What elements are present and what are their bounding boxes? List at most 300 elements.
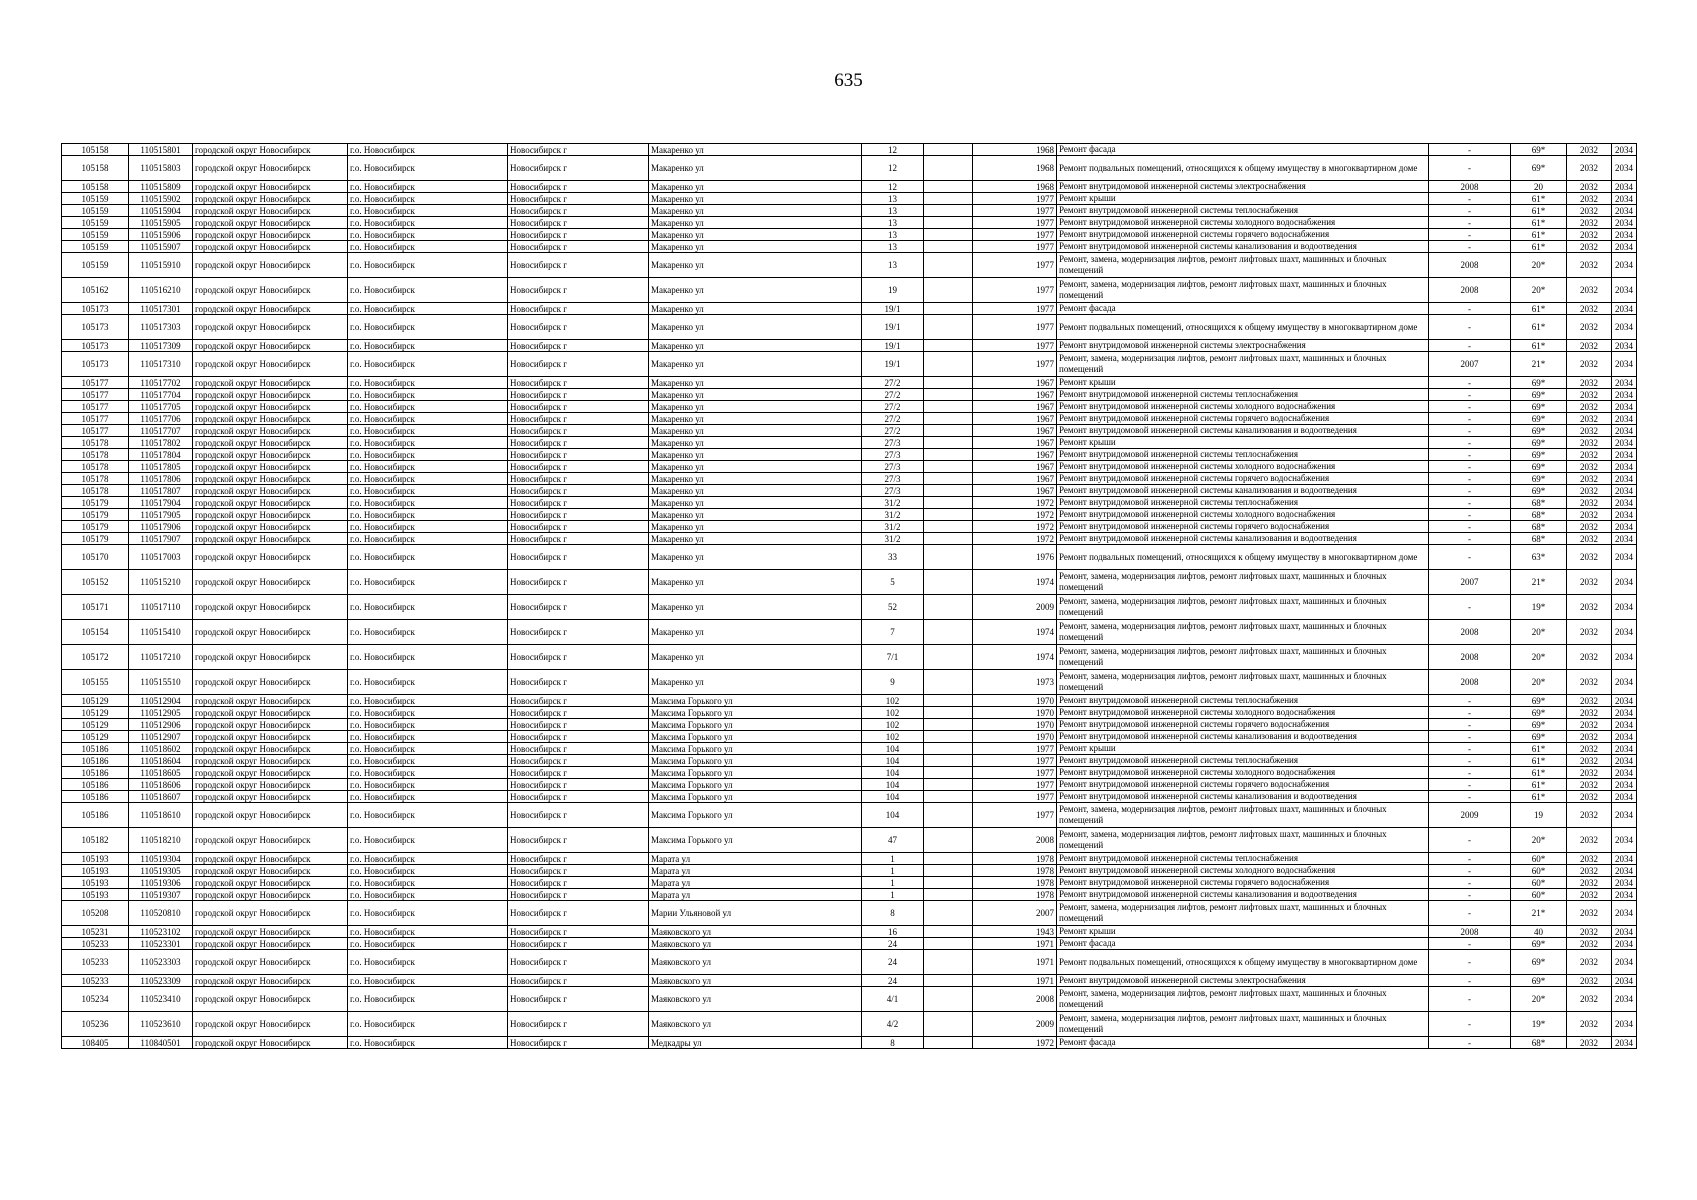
cell-locality: Новосибирск г [508,901,649,926]
cell-work-id: 110520810 [129,901,193,926]
cell-municipal-district: городской округ Новосибирск [193,253,348,278]
cell-street: Макаренко ул [649,449,862,461]
cell-municipal-district: городской округ Новосибирск [193,779,348,791]
cell-locality: Новосибирск г [508,950,649,975]
cell-settlement: г.о. Новосибирск [348,229,508,241]
cell-locality: Новосибирск г [508,449,649,461]
cell-settlement: г.о. Новосибирск [348,413,508,425]
cell-plan-start-year: 2032 [1567,217,1612,229]
cell-house-id: 105177 [62,401,129,413]
cell-street: Маяковского ул [649,950,862,975]
cell-work-type: Ремонт, замена, модернизация лифтов, ремонт лифтовых шахт, машинных и блочных помещений [1057,620,1429,645]
cell-last-repair-year: - [1429,767,1511,779]
cell-settlement: г.о. Новосибирск [348,670,508,695]
cell-municipal-district: городской округ Новосибирск [193,241,348,253]
cell-street: Маяковского ул [649,975,862,987]
cell-locality: Новосибирск г [508,620,649,645]
cell-wear-value: 20* [1511,278,1567,303]
cell-wear-value: 68* [1511,497,1567,509]
cell-year-built: 1978 [973,853,1057,865]
cell-last-repair-year: - [1429,791,1511,803]
cell-house-id: 105186 [62,743,129,755]
cell-house-number: 24 [862,938,924,950]
cell-street: Марата ул [649,889,862,901]
cell-street: Макаренко ул [649,461,862,473]
cell-work-id: 110517904 [129,497,193,509]
table-row [62,413,1637,425]
cell-work-type: Ремонт подвальных помещений, относящихся к общему имуществу в многоквартирном доме [1057,315,1429,340]
page-number: 635 [834,70,863,91]
table-row [62,461,1637,473]
cell-work-id: 110519304 [129,853,193,865]
cell-work-id: 110519306 [129,877,193,889]
cell-municipal-district: городской округ Новосибирск [193,181,348,193]
table-row [62,950,1637,975]
cell-wear-value: 20 [1511,181,1567,193]
cell-locality: Новосибирск г [508,241,649,253]
cell-street: Макаренко ул [649,570,862,595]
cell-house-id: 105172 [62,645,129,670]
cell-year-built: 1970 [973,719,1057,731]
cell-plan-end-year: 2034 [1612,509,1637,521]
cell-municipal-district: городской округ Новосибирск [193,695,348,707]
cell-settlement: г.о. Новосибирск [348,340,508,352]
cell-plan-end-year: 2034 [1612,241,1637,253]
cell-street: Маяковского ул [649,938,862,950]
cell-work-type: Ремонт внутридомовой инженерной системы горячего водоснабжения [1057,521,1429,533]
cell-plan-end-year: 2034 [1612,620,1637,645]
cell-street: Марата ул [649,853,862,865]
cell-house-number: 12 [862,156,924,181]
table-row [62,193,1637,205]
cell-house-number: 4/2 [862,1012,924,1037]
cell-plan-end-year: 2034 [1612,828,1637,853]
cell-house-id: 105177 [62,389,129,401]
cell-plan-start-year: 2032 [1567,707,1612,719]
cell-building [924,425,973,437]
cell-plan-start-year: 2032 [1567,401,1612,413]
table-row [62,1037,1637,1049]
cell-work-id: 110517301 [129,303,193,315]
cell-plan-start-year: 2032 [1567,889,1612,901]
cell-work-type: Ремонт, замена, модернизация лифтов, ремонт лифтовых шахт, машинных и блочных помещений [1057,570,1429,595]
cell-locality: Новосибирск г [508,533,649,545]
cell-plan-start-year: 2032 [1567,241,1612,253]
cell-house-id: 105170 [62,545,129,570]
cell-work-type: Ремонт внутридомовой инженерной системы горячего водоснабжения [1057,229,1429,241]
cell-work-type: Ремонт внутридомовой инженерной системы горячего водоснабжения [1057,473,1429,485]
cell-municipal-district: городской округ Новосибирск [193,1012,348,1037]
cell-municipal-district: городской округ Новосибирск [193,377,348,389]
cell-house-number: 9 [862,670,924,695]
cell-plan-end-year: 2034 [1612,521,1637,533]
cell-plan-start-year: 2032 [1567,485,1612,497]
cell-year-built: 1973 [973,670,1057,695]
cell-house-id: 105186 [62,779,129,791]
cell-wear-value: 68* [1511,533,1567,545]
cell-house-number: 7/1 [862,645,924,670]
cell-plan-start-year: 2032 [1567,545,1612,570]
cell-street: Макаренко ул [649,545,862,570]
cell-wear-value: 61* [1511,743,1567,755]
cell-settlement: г.о. Новосибирск [348,779,508,791]
cell-house-id: 105233 [62,975,129,987]
cell-plan-start-year: 2032 [1567,229,1612,241]
cell-last-repair-year: - [1429,217,1511,229]
cell-house-number: 24 [862,975,924,987]
cell-locality: Новосибирск г [508,413,649,425]
cell-building [924,449,973,461]
cell-wear-value: 61* [1511,241,1567,253]
cell-settlement: г.о. Новосибирск [348,461,508,473]
cell-year-built: 1977 [973,767,1057,779]
cell-municipal-district: городской округ Новосибирск [193,229,348,241]
cell-settlement: г.о. Новосибирск [348,533,508,545]
cell-locality: Новосибирск г [508,670,649,695]
cell-building [924,1037,973,1049]
cell-municipal-district: городской округ Новосибирск [193,315,348,340]
cell-plan-end-year: 2034 [1612,377,1637,389]
cell-municipal-district: городской округ Новосибирск [193,352,348,377]
cell-settlement: г.о. Новосибирск [348,156,508,181]
cell-plan-start-year: 2032 [1567,901,1612,926]
cell-settlement: г.о. Новосибирск [348,193,508,205]
cell-house-id: 105152 [62,570,129,595]
cell-wear-value: 61* [1511,217,1567,229]
cell-locality: Новосибирск г [508,803,649,828]
cell-plan-end-year: 2034 [1612,413,1637,425]
cell-work-id: 110518604 [129,755,193,767]
cell-wear-value: 60* [1511,865,1567,877]
cell-plan-start-year: 2032 [1567,926,1612,938]
cell-wear-value: 61* [1511,205,1567,217]
cell-settlement: г.о. Новосибирск [348,645,508,670]
cell-building [924,570,973,595]
cell-settlement: г.о. Новосибирск [348,695,508,707]
cell-house-id: 105129 [62,719,129,731]
cell-settlement: г.о. Новосибирск [348,828,508,853]
cell-work-id: 110523610 [129,1012,193,1037]
cell-house-id: 105177 [62,413,129,425]
cell-settlement: г.о. Новосибирск [348,278,508,303]
cell-plan-start-year: 2032 [1567,853,1612,865]
table-row [62,926,1637,938]
cell-locality: Новосибирск г [508,437,649,449]
table-row [62,473,1637,485]
cell-year-built: 1971 [973,938,1057,950]
cell-house-id: 105179 [62,521,129,533]
cell-municipal-district: городской округ Новосибирск [193,731,348,743]
cell-work-id: 110517907 [129,533,193,545]
cell-house-number: 1 [862,853,924,865]
cell-wear-value: 60* [1511,877,1567,889]
cell-work-type: Ремонт внутридомовой инженерной системы горячего водоснабжения [1057,877,1429,889]
cell-building [924,975,973,987]
cell-settlement: г.о. Новосибирск [348,755,508,767]
cell-building [924,156,973,181]
cell-year-built: 2009 [973,595,1057,620]
cell-settlement: г.о. Новосибирск [348,803,508,828]
cell-building [924,217,973,229]
cell-plan-end-year: 2034 [1612,461,1637,473]
cell-plan-end-year: 2034 [1612,865,1637,877]
cell-plan-end-year: 2034 [1612,253,1637,278]
cell-work-id: 110517704 [129,389,193,401]
cell-work-type: Ремонт внутридомовой инженерной системы теплоснабжения [1057,695,1429,707]
cell-wear-value: 69* [1511,975,1567,987]
cell-building [924,595,973,620]
cell-house-id: 105178 [62,473,129,485]
cell-plan-end-year: 2034 [1612,497,1637,509]
cell-building [924,707,973,719]
cell-work-id: 110515910 [129,253,193,278]
cell-wear-value: 69* [1511,401,1567,413]
table-row [62,437,1637,449]
cell-plan-end-year: 2034 [1612,545,1637,570]
cell-municipal-district: городской округ Новосибирск [193,340,348,352]
cell-municipal-district: городской округ Новосибирск [193,791,348,803]
cell-year-built: 1972 [973,497,1057,509]
cell-year-built: 1967 [973,425,1057,437]
cell-wear-value: 69* [1511,425,1567,437]
cell-street: Максима Горького ул [649,803,862,828]
cell-work-type: Ремонт внутридомовой инженерной системы холодного водоснабжения [1057,767,1429,779]
cell-year-built: 1972 [973,521,1057,533]
cell-street: Макаренко ул [649,144,862,156]
cell-building [924,779,973,791]
cell-locality: Новосибирск г [508,779,649,791]
cell-settlement: г.о. Новосибирск [348,205,508,217]
cell-plan-start-year: 2032 [1567,719,1612,731]
cell-year-built: 1967 [973,449,1057,461]
cell-last-repair-year: 2008 [1429,926,1511,938]
cell-house-id: 105158 [62,144,129,156]
cell-last-repair-year: - [1429,389,1511,401]
cell-wear-value: 20* [1511,645,1567,670]
cell-last-repair-year: - [1429,315,1511,340]
cell-year-built: 1971 [973,975,1057,987]
cell-house-id: 105193 [62,853,129,865]
cell-plan-end-year: 2034 [1612,901,1637,926]
cell-municipal-district: городской округ Новосибирск [193,950,348,975]
cell-building [924,205,973,217]
cell-settlement: г.о. Новосибирск [348,449,508,461]
cell-building [924,473,973,485]
cell-house-number: 27/2 [862,425,924,437]
cell-locality: Новосибирск г [508,473,649,485]
cell-municipal-district: городской округ Новосибирск [193,497,348,509]
cell-plan-end-year: 2034 [1612,975,1637,987]
cell-plan-end-year: 2034 [1612,570,1637,595]
cell-work-id: 110512904 [129,695,193,707]
cell-last-repair-year: - [1429,987,1511,1012]
table-row [62,401,1637,413]
cell-last-repair-year: - [1429,521,1511,533]
cell-year-built: 2009 [973,1012,1057,1037]
cell-locality: Новосибирск г [508,497,649,509]
cell-last-repair-year: - [1429,950,1511,975]
cell-year-built: 1978 [973,877,1057,889]
cell-building [924,533,973,545]
cell-plan-end-year: 2034 [1612,425,1637,437]
cell-plan-start-year: 2032 [1567,570,1612,595]
cell-work-id: 110517805 [129,461,193,473]
cell-building [924,877,973,889]
cell-work-type: Ремонт внутридомовой инженерной системы канализования и водоотведения [1057,241,1429,253]
cell-work-id: 110518606 [129,779,193,791]
cell-plan-end-year: 2034 [1612,987,1637,1012]
cell-last-repair-year: - [1429,413,1511,425]
cell-work-id: 110512906 [129,719,193,731]
cell-municipal-district: городской округ Новосибирск [193,193,348,205]
cell-year-built: 1977 [973,315,1057,340]
cell-house-id: 105177 [62,377,129,389]
cell-building [924,340,973,352]
cell-last-repair-year: - [1429,719,1511,731]
cell-house-id: 105154 [62,620,129,645]
cell-last-repair-year: - [1429,877,1511,889]
cell-work-type: Ремонт, замена, модернизация лифтов, ремонт лифтовых шахт, машинных и блочных помещений [1057,253,1429,278]
cell-work-id: 110517210 [129,645,193,670]
cell-last-repair-year: - [1429,889,1511,901]
cell-plan-end-year: 2034 [1612,779,1637,791]
cell-house-number: 13 [862,253,924,278]
cell-work-type: Ремонт крыши [1057,926,1429,938]
cell-locality: Новосибирск г [508,938,649,950]
cell-last-repair-year: - [1429,303,1511,315]
table-row [62,828,1637,853]
cell-house-id: 105162 [62,278,129,303]
cell-plan-end-year: 2034 [1612,791,1637,803]
cell-house-id: 105179 [62,497,129,509]
cell-wear-value: 68* [1511,521,1567,533]
cell-year-built: 1977 [973,229,1057,241]
cell-year-built: 1976 [973,545,1057,570]
table-row [62,521,1637,533]
cell-house-id: 105182 [62,828,129,853]
cell-plan-end-year: 2034 [1612,889,1637,901]
cell-year-built: 1977 [973,743,1057,755]
cell-street: Маяковского ул [649,987,862,1012]
cell-street: Макаренко ул [649,401,862,413]
cell-street: Макаренко ул [649,437,862,449]
cell-wear-value: 69* [1511,473,1567,485]
cell-work-id: 110517806 [129,473,193,485]
cell-wear-value: 20* [1511,987,1567,1012]
cell-work-type: Ремонт внутридомовой инженерной системы канализования и водоотведения [1057,791,1429,803]
cell-locality: Новосибирск г [508,389,649,401]
cell-street: Максима Горького ул [649,791,862,803]
cell-year-built: 1977 [973,303,1057,315]
cell-work-id: 110517804 [129,449,193,461]
cell-work-type: Ремонт крыши [1057,743,1429,755]
cell-locality: Новосибирск г [508,401,649,413]
cell-settlement: г.о. Новосибирск [348,253,508,278]
cell-settlement: г.о. Новосибирск [348,926,508,938]
cell-work-type: Ремонт внутридомовой инженерной системы канализования и водоотведения [1057,731,1429,743]
cell-building [924,437,973,449]
cell-building [924,926,973,938]
cell-last-repair-year: - [1429,229,1511,241]
cell-settlement: г.о. Новосибирск [348,853,508,865]
cell-municipal-district: городской округ Новосибирск [193,473,348,485]
cell-street: Макаренко ул [649,315,862,340]
cell-year-built: 1967 [973,377,1057,389]
cell-work-type: Ремонт, замена, модернизация лифтов, ремонт лифтовых шахт, машинных и блочных помещений [1057,803,1429,828]
table-body [62,144,1637,1049]
cell-work-id: 110515410 [129,620,193,645]
cell-plan-start-year: 2032 [1567,1037,1612,1049]
cell-plan-start-year: 2032 [1567,521,1612,533]
cell-last-repair-year: - [1429,1012,1511,1037]
cell-work-type: Ремонт внутридомовой инженерной системы горячего водоснабжения [1057,413,1429,425]
cell-house-number: 5 [862,570,924,595]
cell-year-built: 1977 [973,755,1057,767]
cell-work-id: 110517905 [129,509,193,521]
cell-wear-value: 20* [1511,620,1567,645]
cell-plan-end-year: 2034 [1612,315,1637,340]
cell-last-repair-year: 2008 [1429,645,1511,670]
cell-plan-end-year: 2034 [1612,217,1637,229]
cell-work-type: Ремонт, замена, модернизация лифтов, ремонт лифтовых шахт, машинных и блочных помещений [1057,278,1429,303]
cell-house-number: 104 [862,767,924,779]
cell-plan-end-year: 2034 [1612,1037,1637,1049]
cell-building [924,377,973,389]
cell-settlement: г.о. Новосибирск [348,377,508,389]
cell-year-built: 1978 [973,865,1057,877]
cell-settlement: г.о. Новосибирск [348,303,508,315]
cell-plan-start-year: 2032 [1567,828,1612,853]
cell-plan-start-year: 2032 [1567,950,1612,975]
cell-year-built: 1967 [973,389,1057,401]
cell-last-repair-year: - [1429,533,1511,545]
cell-work-id: 110517303 [129,315,193,340]
cell-municipal-district: городской округ Новосибирск [193,156,348,181]
cell-house-number: 102 [862,695,924,707]
cell-building [924,545,973,570]
cell-wear-value: 61* [1511,791,1567,803]
cell-work-type: Ремонт, замена, модернизация лифтов, ремонт лифтовых шахт, машинных и блочных помещений [1057,670,1429,695]
cell-work-id: 110517906 [129,521,193,533]
cell-last-repair-year: 2007 [1429,352,1511,377]
cell-building [924,181,973,193]
cell-plan-end-year: 2034 [1612,144,1637,156]
cell-plan-start-year: 2032 [1567,278,1612,303]
cell-year-built: 1967 [973,461,1057,473]
cell-locality: Новосибирск г [508,743,649,755]
cell-settlement: г.о. Новосибирск [348,901,508,926]
cell-building [924,389,973,401]
cell-work-id: 110515904 [129,205,193,217]
cell-house-number: 27/2 [862,389,924,401]
cell-plan-start-year: 2032 [1567,670,1612,695]
cell-locality: Новосибирск г [508,828,649,853]
cell-plan-end-year: 2034 [1612,389,1637,401]
table-row [62,719,1637,731]
cell-settlement: г.о. Новосибирск [348,877,508,889]
cell-last-repair-year: - [1429,377,1511,389]
cell-wear-value: 61* [1511,340,1567,352]
table-row [62,620,1637,645]
cell-street: Макаренко ул [649,205,862,217]
table-row [62,1012,1637,1037]
cell-municipal-district: городской округ Новосибирск [193,938,348,950]
cell-last-repair-year: 2009 [1429,803,1511,828]
cell-locality: Новосибирск г [508,303,649,315]
table-row [62,791,1637,803]
cell-last-repair-year: - [1429,901,1511,926]
cell-settlement: г.о. Новосибирск [348,473,508,485]
